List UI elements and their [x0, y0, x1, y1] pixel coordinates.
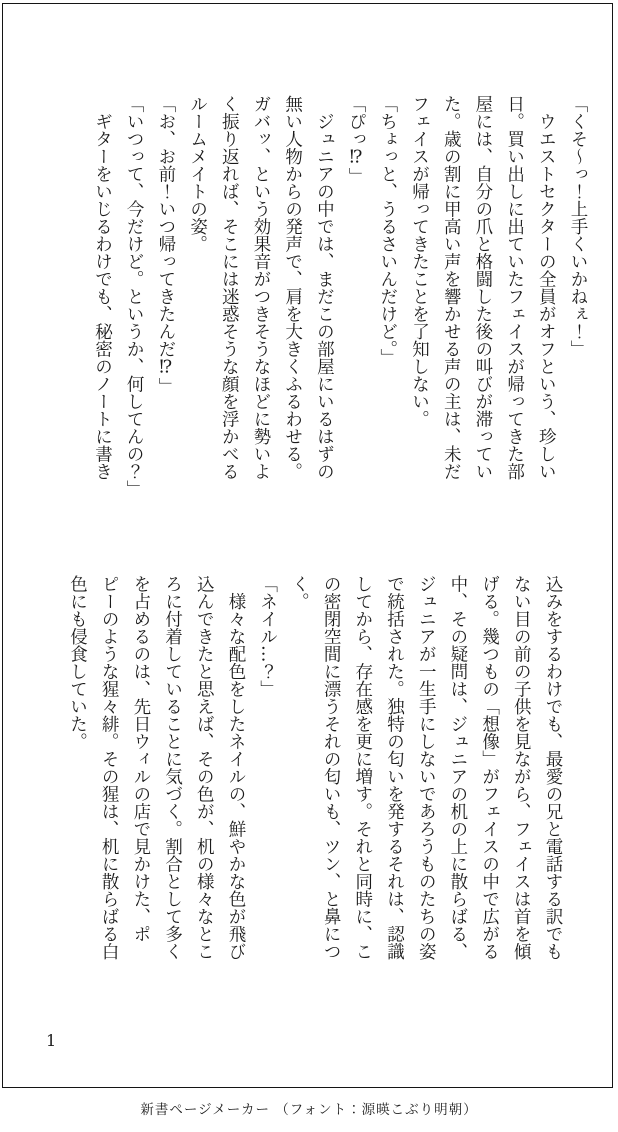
lower-text-block — [61, 575, 568, 963]
text-line: 無い人物からの発声で、肩を大きくふるわせる。 — [282, 95, 303, 480]
text-line: 「いつって、今だけど。というか、何してんの？」 — [124, 95, 145, 498]
text-line: を占めるのは、先日ウィルの店で見かけた、ポ — [130, 575, 151, 943]
text-line: フェイスが帰ってきたことを了知しない。 — [409, 95, 430, 428]
text-line: で統括された。独特の匂いを発するそれは、認識 — [384, 575, 405, 960]
text-line: 色にも侵食していた。 — [67, 575, 88, 750]
text-line: 日。買い出しに出ていたフェイスが帰ってきた部 — [504, 95, 525, 480]
text-line: ジュニアの中では、まだこの部屋にいるはずの — [314, 95, 335, 480]
text-line: 「ネイル…？」 — [257, 575, 278, 698]
text-line: ジュニアが一生手にしないであろうものたちの姿 — [416, 575, 437, 960]
text-line: く。 — [289, 575, 310, 610]
text-line: ギターをいじるわけでも、秘密のノートに書き — [92, 95, 113, 480]
text-line: 屋には、自分の爪と格闘した後の叫びが滞ってい — [472, 95, 493, 480]
upper-text-block — [86, 95, 593, 498]
text-line: ない目の前の子供を見ながら、フェイスは首を傾 — [511, 575, 532, 960]
text-line: 「お、お前！いつ帰ってきたんだ⁉」 — [155, 95, 176, 395]
text-line: く振り返れば、そこには迷惑そうな顔を浮かべる — [219, 95, 240, 480]
text-line: 様々な配色をしたネイルの、鮮やかな色が飛び — [225, 575, 246, 960]
text-line: げる。幾つもの「想像」がフェイスの中で広がる — [479, 575, 500, 960]
text-line: ガバッ、という効果音がつきそうなほどに勢いよ — [250, 95, 271, 480]
text-line: ピーのような猩々緋。その猩は、机に散らばる白 — [99, 575, 120, 960]
text-line: 込みをするわけでも、最愛の兄と電話する訳でも — [543, 575, 563, 960]
text-line: 「ぴっ⁉」 — [346, 95, 367, 185]
text-line: してから、存在感を更に増す。それと同時に、こ — [352, 575, 373, 960]
text-line: ろに付着していることに気づく。割合として多く — [162, 575, 183, 960]
text-line: 込んできたと思えば、その色が、机の様々なとこ — [194, 575, 215, 960]
text-line: ウエストセクターの全員がオフという、珍しい — [536, 95, 557, 480]
text-line: 「ちょっと、うるさいんだけど。」 — [377, 95, 398, 367]
text-line: ルームメイトの姿。 — [187, 95, 208, 253]
text-line: の密閉空間に漂うそれの匂いも、ツン、と鼻につ — [321, 575, 342, 960]
text-line: た。歳の割に甲高い声を響かせる声の主は、未だ — [441, 95, 462, 480]
page-number: 1 — [46, 1031, 57, 1050]
footer-caption: 新書ページメーカー （フォント：源暎こぶり明朝） — [140, 1102, 478, 1118]
text-line: 「くそ～っ！上手くいかねぇ！」 — [568, 95, 588, 358]
text-line: 中、その疑問は、ジュニアの机の上に散らばる、 — [447, 575, 468, 960]
